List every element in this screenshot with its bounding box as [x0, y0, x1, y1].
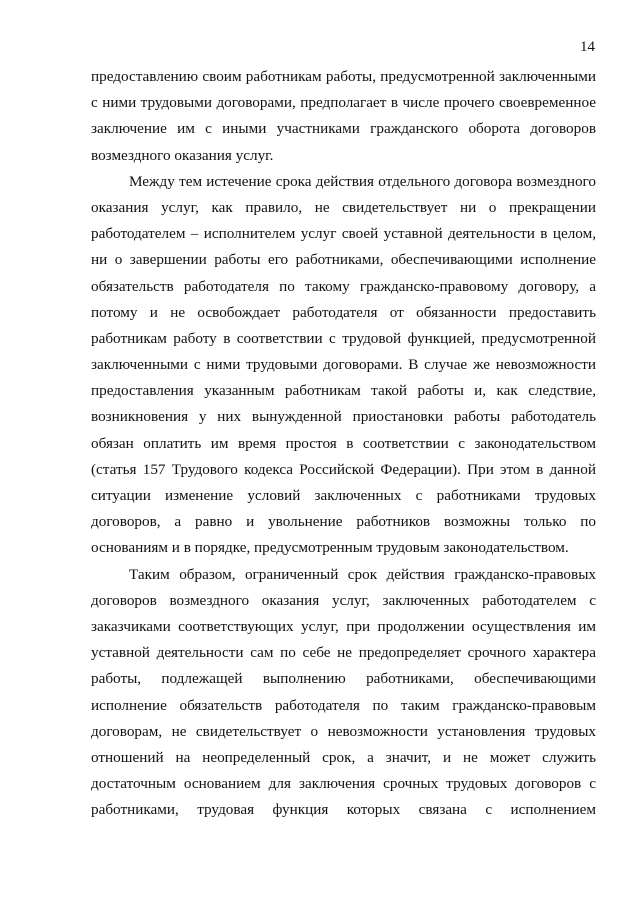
text-line: предоставления указанным работникам такой работы и, как следствие, [91, 382, 596, 400]
text-line: Между тем истечение срока действия отдельного договора возмездного [129, 172, 596, 190]
text-line: договорам, не свидетельствует о невозможности установления трудовых [91, 722, 596, 740]
document-body [91, 64, 596, 823]
text-line: работниками, трудовая функция которых связана с исполнением [91, 801, 596, 819]
text-line: заключенными с ними трудовыми договорами. В случае же невозможности [91, 356, 596, 374]
text-line: достаточным основанием для заключения срочных трудовых договоров с [91, 775, 596, 793]
text-line: возмездного оказания услуг. [91, 146, 274, 164]
text-line: (статья 157 Трудового кодекса Российской Федерации). При этом в данной [91, 460, 596, 478]
text-line: основаниям и в порядке, предусмотренным трудовым законодательством. [91, 539, 569, 557]
text-line: уставной деятельности сам по себе не предопределяет срочного характера [91, 644, 596, 662]
text-line: работодателем – исполнителем услуг своей уставной деятельности в целом, [91, 225, 596, 243]
paragraph-1 [91, 64, 596, 169]
text-line: обязательств работодателя по такому гражданско-правовому договору, а [91, 277, 596, 295]
text-line: договоров, а равно и увольнение работников возможны только по [91, 513, 596, 531]
text-line: оказания услуг, как правило, не свидетельствует ни о прекращении [91, 198, 596, 216]
text-line: отношений на неопределенный срок, а значит, и не может служить [91, 748, 596, 766]
text-line: Таким образом, ограниченный срок действия гражданско-правовых [129, 565, 596, 583]
paragraph-2 [91, 169, 596, 562]
page-number: 14 [580, 39, 595, 55]
paragraph-3 [91, 562, 596, 824]
text-line: договоров возмездного оказания услуг, заключенных работодателем с [91, 591, 596, 609]
text-line: ситуации изменение условий заключенных с работниками трудовых [91, 487, 596, 504]
text-line: потому и не освобождает работодателя от обязанности предоставить [91, 303, 596, 321]
text-line: возникновения у них вынужденной приостановки работы работодатель [91, 408, 596, 426]
text-line: исполнение обязательств работодателя по таким гражданско-правовым [91, 696, 596, 714]
text-line: заказчиками соответствующих услуг, при продолжении осуществления им [91, 617, 596, 635]
text-line: работы, подлежащей выполнению работниками, обеспечивающими [91, 670, 596, 688]
text-line: обязан оплатить им время простоя в соответствии с законодательством [91, 434, 596, 452]
text-line: заключение им с иными участниками гражданского оборота договоров [91, 120, 596, 138]
text-line: предоставлению своим работникам работы, предусмотренной заключенными [91, 68, 596, 85]
text-line: работникам работу в соответствии с трудовой функцией, предусмотренной [91, 329, 596, 347]
text-line: с ними трудовыми договорами, предполагает в числе прочего своевременное [91, 94, 596, 112]
text-line: ни о завершении работы его работниками, обеспечивающими исполнение [91, 251, 596, 269]
